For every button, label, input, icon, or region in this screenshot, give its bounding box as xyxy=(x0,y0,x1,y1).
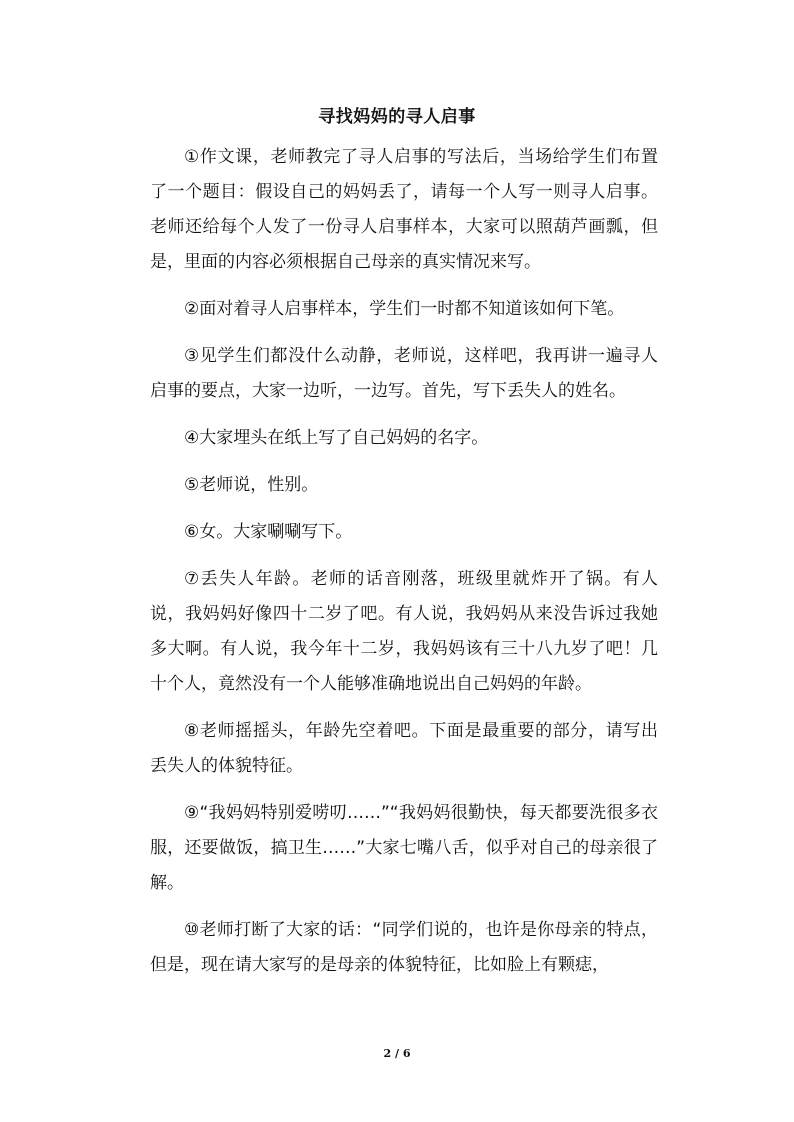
page-number: 2 / 6 xyxy=(383,1047,411,1060)
paragraph-6: ⑥女。大家唰唰写下。 xyxy=(184,522,353,542)
paragraph-1: ①作文课，老师教完了寻人启事的写法后，当场给学生们布置了一个题目：假设自己的妈妈丢了，请每一个人写一则寻人启事。老师还给每个人发了一份寻人启事样本，大家可以照葫芦画瓢，但是，里面的内容必须根据自己母亲的真实情况来写。 xyxy=(150,147,658,272)
document-title: 寻找妈妈的寻人启事 xyxy=(318,107,476,127)
paragraph-9: ⑨“我妈妈特别爱唠叨……”“我妈妈很勤快，每天都要洗很多衣服，还要做饭，搞卫生……”大家七嘴八舌，似乎对自己的母亲很了解。 xyxy=(150,803,658,893)
paragraph-8: ⑧老师摇摇头，年龄先空着吧。下面是最重要的部分，请写出丢失人的体貌特征。 xyxy=(150,721,658,776)
paragraph-10: ⑩老师打断了大家的话：“同学们说的，也许是你母亲的特点，但是，现在请大家写的是母亲的体貌特征，比如脸上有颗痣， xyxy=(150,920,658,975)
paragraph-7: ⑦丢失人年龄。老师的话音刚落，班级里就炸开了锅。有人说，我妈妈好像四十二岁了吧。有人说，我妈妈从来没告诉过我她多大啊。有人说，我今年十二岁，我妈妈该有三十八九岁了吧！几十个人，竟然没有一个人能够准确地说出自己妈妈的年龄。 xyxy=(150,569,658,694)
paragraph-2: ②面对着寻人启事样本，学生们一时都不知道该如何下笔。 xyxy=(184,299,625,319)
document-body xyxy=(150,140,658,995)
paragraph-5: ⑤老师说，性别。 xyxy=(184,475,319,495)
paragraph-3: ③见学生们都没什么动静，老师说，这样吧，我再讲一遍寻人启事的要点，大家一边听，一边写。首先，写下丢失人的姓名。 xyxy=(150,346,658,401)
paragraph-4: ④大家埋头在纸上写了自己妈妈的名字。 xyxy=(184,428,489,448)
